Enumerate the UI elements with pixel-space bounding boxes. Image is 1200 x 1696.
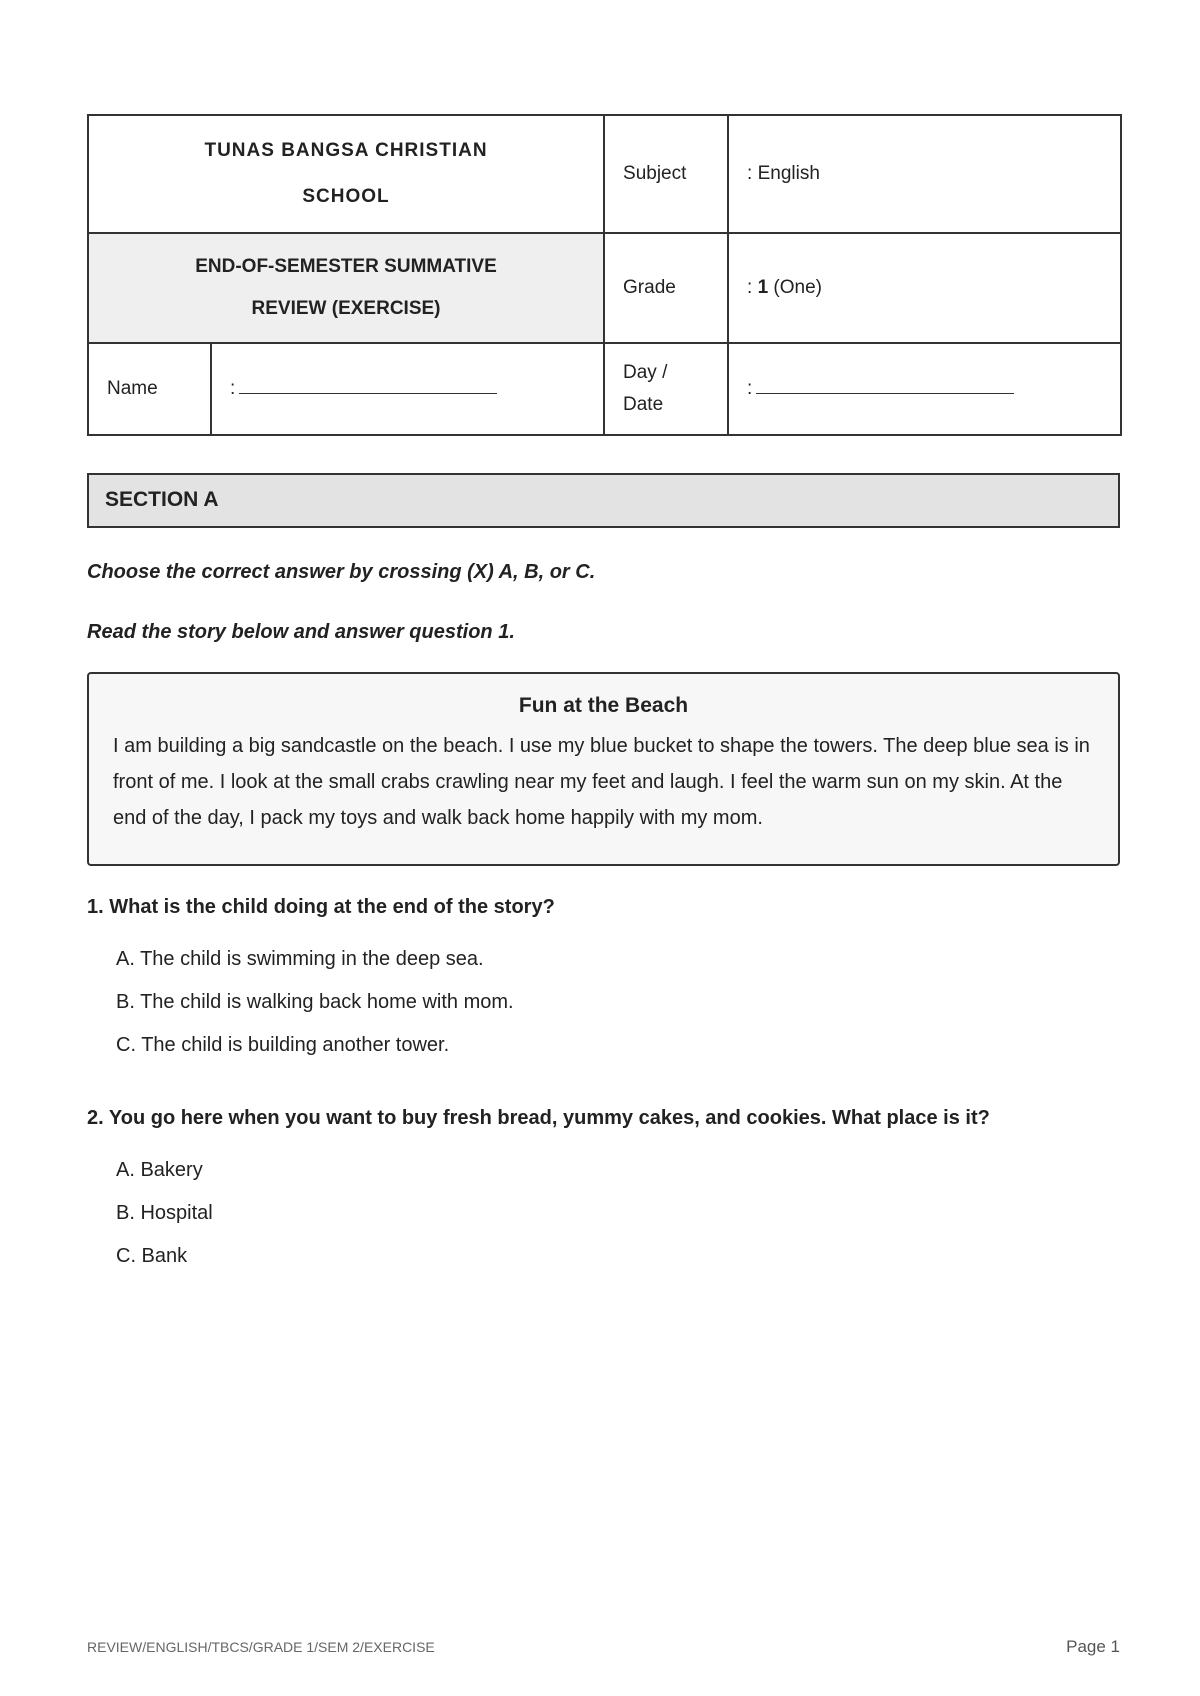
question-2: 2. You go here when you want to buy fresh bread, yummy cakes, and cookies. What place is it? [87, 1107, 990, 1129]
day-date-field[interactable] [728, 343, 1121, 435]
date-blank-line[interactable] [756, 379, 1014, 394]
subject-label: Subject [604, 115, 728, 233]
question-2-option-c[interactable]: C. Bank [116, 1245, 188, 1267]
story-box [87, 672, 1120, 866]
question-2-option-b[interactable]: B. Hospital [116, 1202, 213, 1224]
question-1-option-b[interactable]: B. The child is walking back home with mom. [116, 991, 514, 1013]
section-a-header: SECTION A [87, 473, 1120, 528]
question-1-options [116, 946, 514, 1075]
question-2-options [116, 1157, 213, 1286]
name-label: Name [88, 343, 211, 435]
footer-page-number: Page 1 [1066, 1637, 1120, 1656]
school-name-line2: SCHOOL [302, 186, 390, 207]
day-colon: : [747, 378, 753, 399]
school-name [88, 115, 604, 233]
header-table [87, 114, 1122, 436]
grade-word: (One) [768, 277, 823, 298]
question-1-option-c[interactable]: C. The child is building another tower. [116, 1034, 450, 1056]
exam-title-line2: REVIEW (EXERCISE) [251, 298, 441, 319]
footer-document-code: REVIEW/ENGLISH/TBCS/GRADE 1/SEM 2/EXERCISE [87, 1639, 435, 1655]
instruction-read-story: Read the story below and answer question 1. [87, 621, 515, 643]
instruction-cross-answer: Choose the correct answer by crossing (X) A, B, or C. [87, 561, 596, 583]
grade-number: 1 [757, 277, 769, 298]
name-blank-line[interactable] [239, 379, 497, 394]
question-2-option-a[interactable]: A. Bakery [116, 1159, 203, 1181]
story-title: Fun at the Beach [518, 694, 689, 717]
exam-title-line1: END-OF-SEMESTER SUMMATIVE [195, 256, 497, 277]
grade-value [728, 233, 1121, 343]
story-text: I am building a big sandcastle on the beach. I use my blue bucket to shape the towers. The deep blue sea is in front of me. I look at the small crabs crawling near my feet and laugh. I feel the warm sun on my skin. At the end of the day, I pack my toys and walk back home happily with my mom. [113, 735, 1090, 829]
school-name-line1: TUNAS BANGSA CHRISTIAN [204, 140, 488, 161]
worksheet-page [87, 114, 1120, 1267]
grade-colon: : [747, 277, 758, 298]
question-1-option-a[interactable]: A. The child is swimming in the deep sea. [116, 948, 484, 970]
question-1: 1. What is the child doing at the end of the story? [87, 896, 555, 918]
day-date-label [604, 343, 728, 435]
name-colon: : [230, 378, 236, 399]
grade-label: Grade [604, 233, 728, 343]
exam-title [88, 233, 604, 343]
subject-value: : English [728, 115, 1121, 233]
day-label: Day / [623, 362, 668, 383]
name-field[interactable] [211, 343, 604, 435]
date-label: Date [623, 394, 664, 415]
